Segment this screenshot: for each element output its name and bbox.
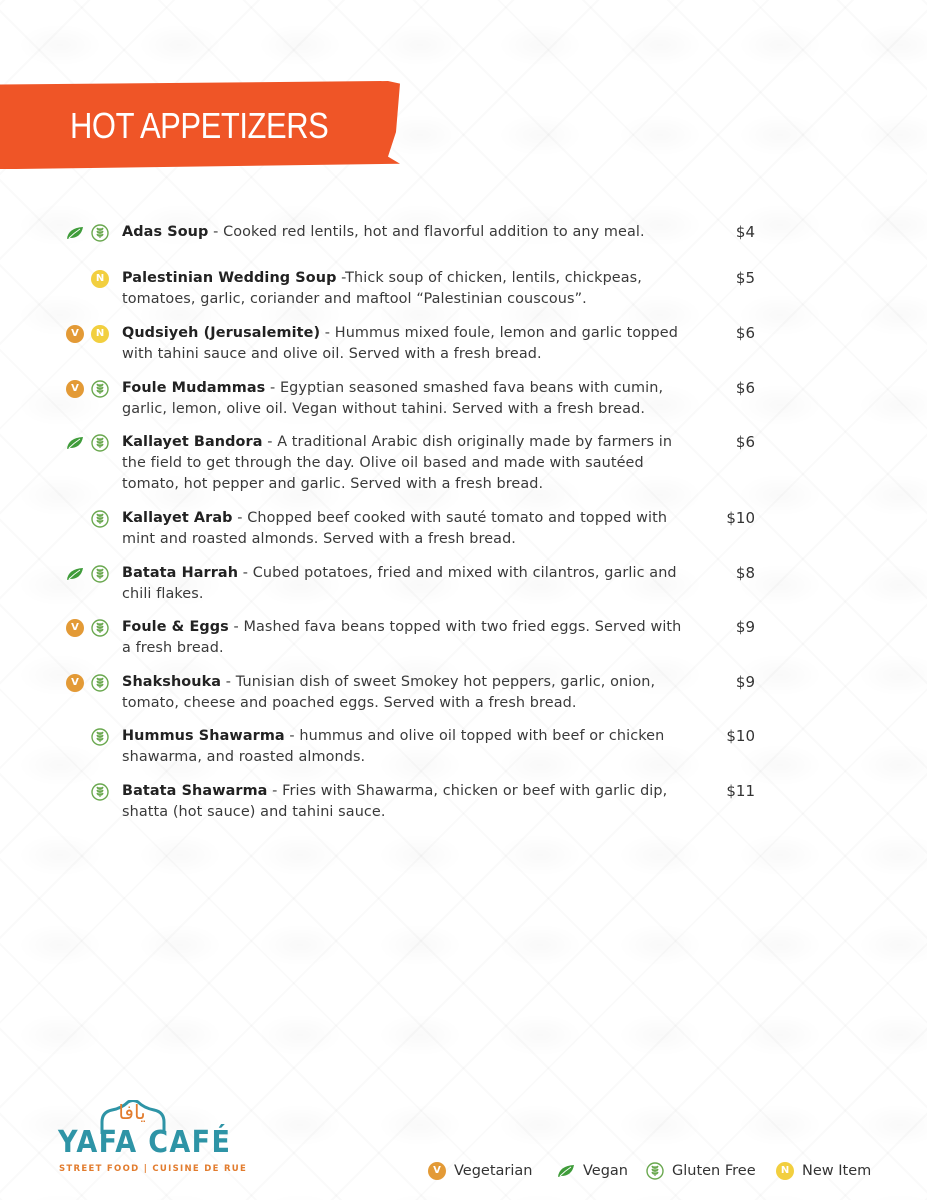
gluten-free-wheat-icon <box>91 674 109 692</box>
vegan-leaf-icon <box>557 1162 575 1180</box>
item-text <box>122 323 692 365</box>
item-name: Kallayet Arab <box>122 510 233 526</box>
item-text <box>122 617 692 659</box>
legend-label: New Item <box>802 1163 872 1179</box>
item-name: Batata Shawarma <box>122 783 268 799</box>
item-name: Hummus Shawarma <box>122 728 285 744</box>
item-description: -Thick soup of chicken, lentils, chickpeas, tomatoes, garlic, coriander and maftool “Palestinian couscous”. <box>122 270 642 307</box>
gluten-free-wheat-icon <box>91 510 109 528</box>
item-text <box>122 508 692 550</box>
item-text <box>122 378 692 420</box>
new-item-badge-icon: N <box>776 1162 794 1180</box>
yafa-cafe-logo <box>58 1098 248 1178</box>
item-price: $4 <box>735 223 755 241</box>
item-icons <box>60 270 112 290</box>
item-description: - Cooked red lentils, hot and flavorful addition to any meal. <box>208 224 645 240</box>
item-description: - Egyptian seasoned smashed fava beans with cumin, garlic, lemon, olive oil. Vegan without tahini. Served with a fresh bread. <box>122 380 664 417</box>
vegetarian-badge-icon: V <box>66 619 84 637</box>
item-name: Foule & Eggs <box>122 619 229 635</box>
item-text <box>122 432 692 495</box>
item-name: Batata Harrah <box>122 565 239 581</box>
vegan-leaf-icon <box>66 224 84 242</box>
item-price: $6 <box>735 433 755 451</box>
item-name: Adas Soup <box>122 224 209 240</box>
logo-arabic-text: يافا <box>118 1100 146 1124</box>
item-description: - Hummus mixed foule, lemon and garlic topped with tahini sauce and olive oil. Served with a fresh bread. <box>122 325 678 362</box>
item-price: $10 <box>726 727 755 745</box>
item-price: $6 <box>735 324 755 342</box>
item-description: - Mashed fava beans topped with two fried eggs. Served with a fresh bread. <box>122 619 682 656</box>
item-text <box>122 268 692 310</box>
item-price: $6 <box>735 379 755 397</box>
logo-wordmark: YAFA CAFÉ <box>58 1125 232 1160</box>
vegetarian-badge-icon: V <box>66 674 84 692</box>
item-price: $9 <box>735 673 755 691</box>
item-description: - Fries with Shawarma, chicken or beef with garlic dip, shatta (hot sauce) and tahini sauce. <box>122 783 668 820</box>
legend-label: Vegetarian <box>454 1163 533 1179</box>
vegetarian-badge-icon: V <box>428 1162 446 1180</box>
gluten-free-wheat-icon <box>91 224 109 242</box>
item-text <box>122 726 692 768</box>
item-description: - Cubed potatoes, fried and mixed with cilantros, garlic and chili flakes. <box>122 565 677 602</box>
legend-label: Vegan <box>583 1163 628 1179</box>
dietary-legend <box>428 1161 908 1183</box>
item-icons <box>60 380 112 400</box>
gluten-free-wheat-icon <box>91 565 109 583</box>
item-icons <box>60 224 112 244</box>
gluten-free-wheat-icon <box>91 783 109 801</box>
section-title: HOT APPETIZERS <box>70 105 329 146</box>
new-item-badge-icon: N <box>91 325 109 343</box>
gluten-free-wheat-icon <box>91 434 109 452</box>
item-description: - Tunisian dish of sweet Smokey hot peppers, garlic, onion, tomato, cheese and poached eggs. Served with a fresh bread. <box>122 674 656 711</box>
item-icons <box>60 325 112 345</box>
logo-tagline: STREET FOOD | CUISINE DE RUE <box>59 1164 248 1174</box>
gluten-free-wheat-icon <box>91 380 109 398</box>
item-icons <box>60 783 112 803</box>
item-icons <box>60 565 112 585</box>
vegan-leaf-icon <box>66 434 84 452</box>
item-text <box>122 781 692 823</box>
item-text <box>122 672 692 714</box>
item-icons <box>60 728 112 748</box>
item-price: $5 <box>735 269 755 287</box>
item-description: - hummus and olive oil topped with beef or chicken shawarma, and roasted almonds. <box>122 728 665 765</box>
item-price: $9 <box>735 618 755 636</box>
item-description: - A traditional Arabic dish originally made by farmers in the field to get through the day. Olive oil based and made with sautéed tomato, hot pepper and garlic. Served with a fresh bread. <box>122 434 673 492</box>
item-name: Qudsiyeh (Jerusalemite) <box>122 325 321 341</box>
item-price: $10 <box>726 509 755 527</box>
item-price: $8 <box>735 564 755 582</box>
new-item-badge-icon: N <box>91 270 109 288</box>
item-name: Foule Mudammas <box>122 380 266 396</box>
gluten-free-wheat-icon <box>91 728 109 746</box>
vegetarian-badge-icon: V <box>66 325 84 343</box>
gluten-free-wheat-icon <box>91 619 109 637</box>
item-icons <box>60 434 112 454</box>
item-icons <box>60 510 112 530</box>
legend-label: Gluten Free <box>672 1163 756 1179</box>
vegetarian-badge-icon: V <box>66 380 84 398</box>
vegan-leaf-icon <box>66 565 84 583</box>
item-text <box>122 222 692 243</box>
item-name: Shakshouka <box>122 674 222 690</box>
item-icons <box>60 674 112 694</box>
item-price: $11 <box>726 782 755 800</box>
item-name: Kallayet Bandora <box>122 434 263 450</box>
item-text <box>122 563 692 605</box>
item-name: Palestinian Wedding Soup <box>122 270 337 286</box>
gluten-free-wheat-icon <box>646 1162 664 1180</box>
item-description: - Chopped beef cooked with sauté tomato and topped with mint and roasted almonds. Served with a fresh bread. <box>122 510 668 547</box>
item-icons <box>60 619 112 639</box>
